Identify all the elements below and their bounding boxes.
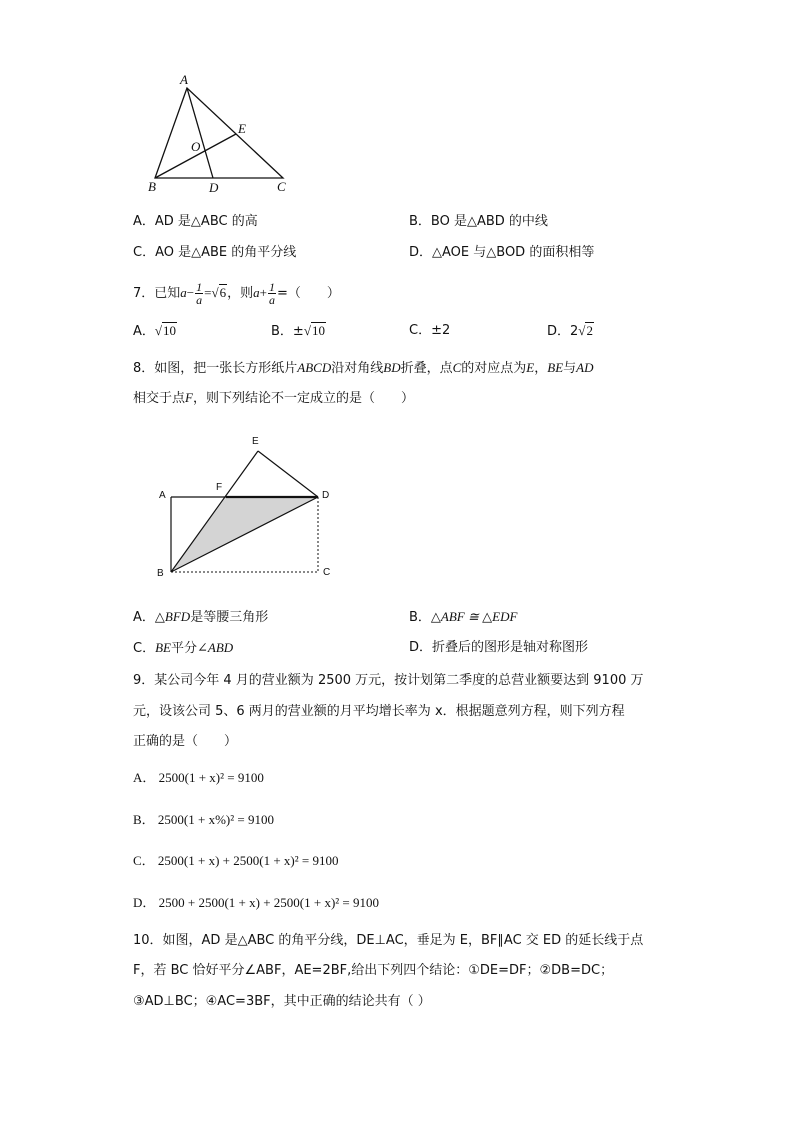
q9-stem-line2: 元，设该公司 5、6 两月的营业额的月平均增长率为 x．根据题意列方程，则下列方程: [133, 704, 625, 719]
q8-option-a: A．△BFD是等腰三角形: [133, 609, 269, 625]
q8-option-b: B．△ABF ≅ △EDF: [409, 609, 518, 625]
q8-option-c: C．BE平分∠ABD: [133, 640, 234, 656]
q10-stem-line3: ③AD⊥BC；④AC=3BF，其中正确的结论共有（ ）: [133, 994, 431, 1009]
q9-stem-line1: 9．某公司今年 4 月的营业额为 2500 万元，按计划第二季度的总营业额要达到 9100 万: [133, 673, 644, 688]
label-e8: E: [252, 436, 259, 447]
q8-stem-line2: 相交于点F，则下列结论不一定成立的是（ ）: [133, 390, 414, 406]
q9-option-c: C． 2500(1 + x) + 2500(1 + x)² = 9100: [133, 853, 339, 868]
label-a: A: [180, 72, 188, 87]
q6-option-b: B．BO 是△ABD 的中线: [409, 214, 548, 229]
q6-option-a: A．AD 是△ABC 的高: [133, 214, 258, 229]
label-c: C: [277, 179, 286, 194]
q10-stem-line2: F，若 BC 恰好平分∠ABF，AE=2BF,给出下列四个结论：①DE=DF；②DB=DC；: [133, 963, 614, 978]
label-b: B: [148, 179, 156, 194]
label-b8: B: [157, 568, 164, 579]
q7-option-a: A．√10: [133, 323, 177, 339]
q9-option-a: A． 2500(1 + x)² = 9100: [133, 770, 264, 785]
q6-option-d: D．△AOE 与△BOD 的面积相等: [409, 245, 595, 260]
label-d: D: [209, 180, 219, 195]
segment-ed: [258, 451, 318, 497]
label-e: E: [238, 121, 246, 136]
label-f8: F: [216, 482, 223, 493]
q8-option-d: D．折叠后的图形是轴对称图形: [409, 640, 589, 655]
q9-option-b: B． 2500(1 + x%)² = 9100: [133, 812, 274, 827]
q7-option-d: D．2√2: [547, 323, 593, 339]
q8-stem-line1: 8．如图，把一张长方形纸片ABCD沿对角线BD折叠，点C的对应点为E，BE与AD: [133, 360, 594, 376]
q9-stem-line3: 正确的是（ ）: [133, 734, 238, 749]
label-d8: D: [322, 490, 330, 501]
q9-option-d: D． 2500 + 2500(1 + x) + 2500(1 + x)² = 9100: [133, 895, 380, 910]
q7-option-b: B．±√10: [271, 323, 325, 339]
q7-stem: 7．已知a− $\frac{1}{a}$ =√6，则a+ $\frac{1}{a}$ =（ ）: [133, 280, 340, 307]
q6-option-c: C．AO 是△ABE 的角平分线: [133, 245, 297, 260]
label-c8: C: [323, 567, 331, 578]
label-o: O: [191, 139, 201, 154]
q7-option-c: C．±2: [409, 323, 451, 338]
q10-stem-line1: 10．如图，AD 是△ABC 的角平分线，DE⊥AC，垂足为 E，BF∥AC 交 ED 的延长线于点: [133, 933, 644, 948]
label-a8: A: [159, 490, 166, 501]
